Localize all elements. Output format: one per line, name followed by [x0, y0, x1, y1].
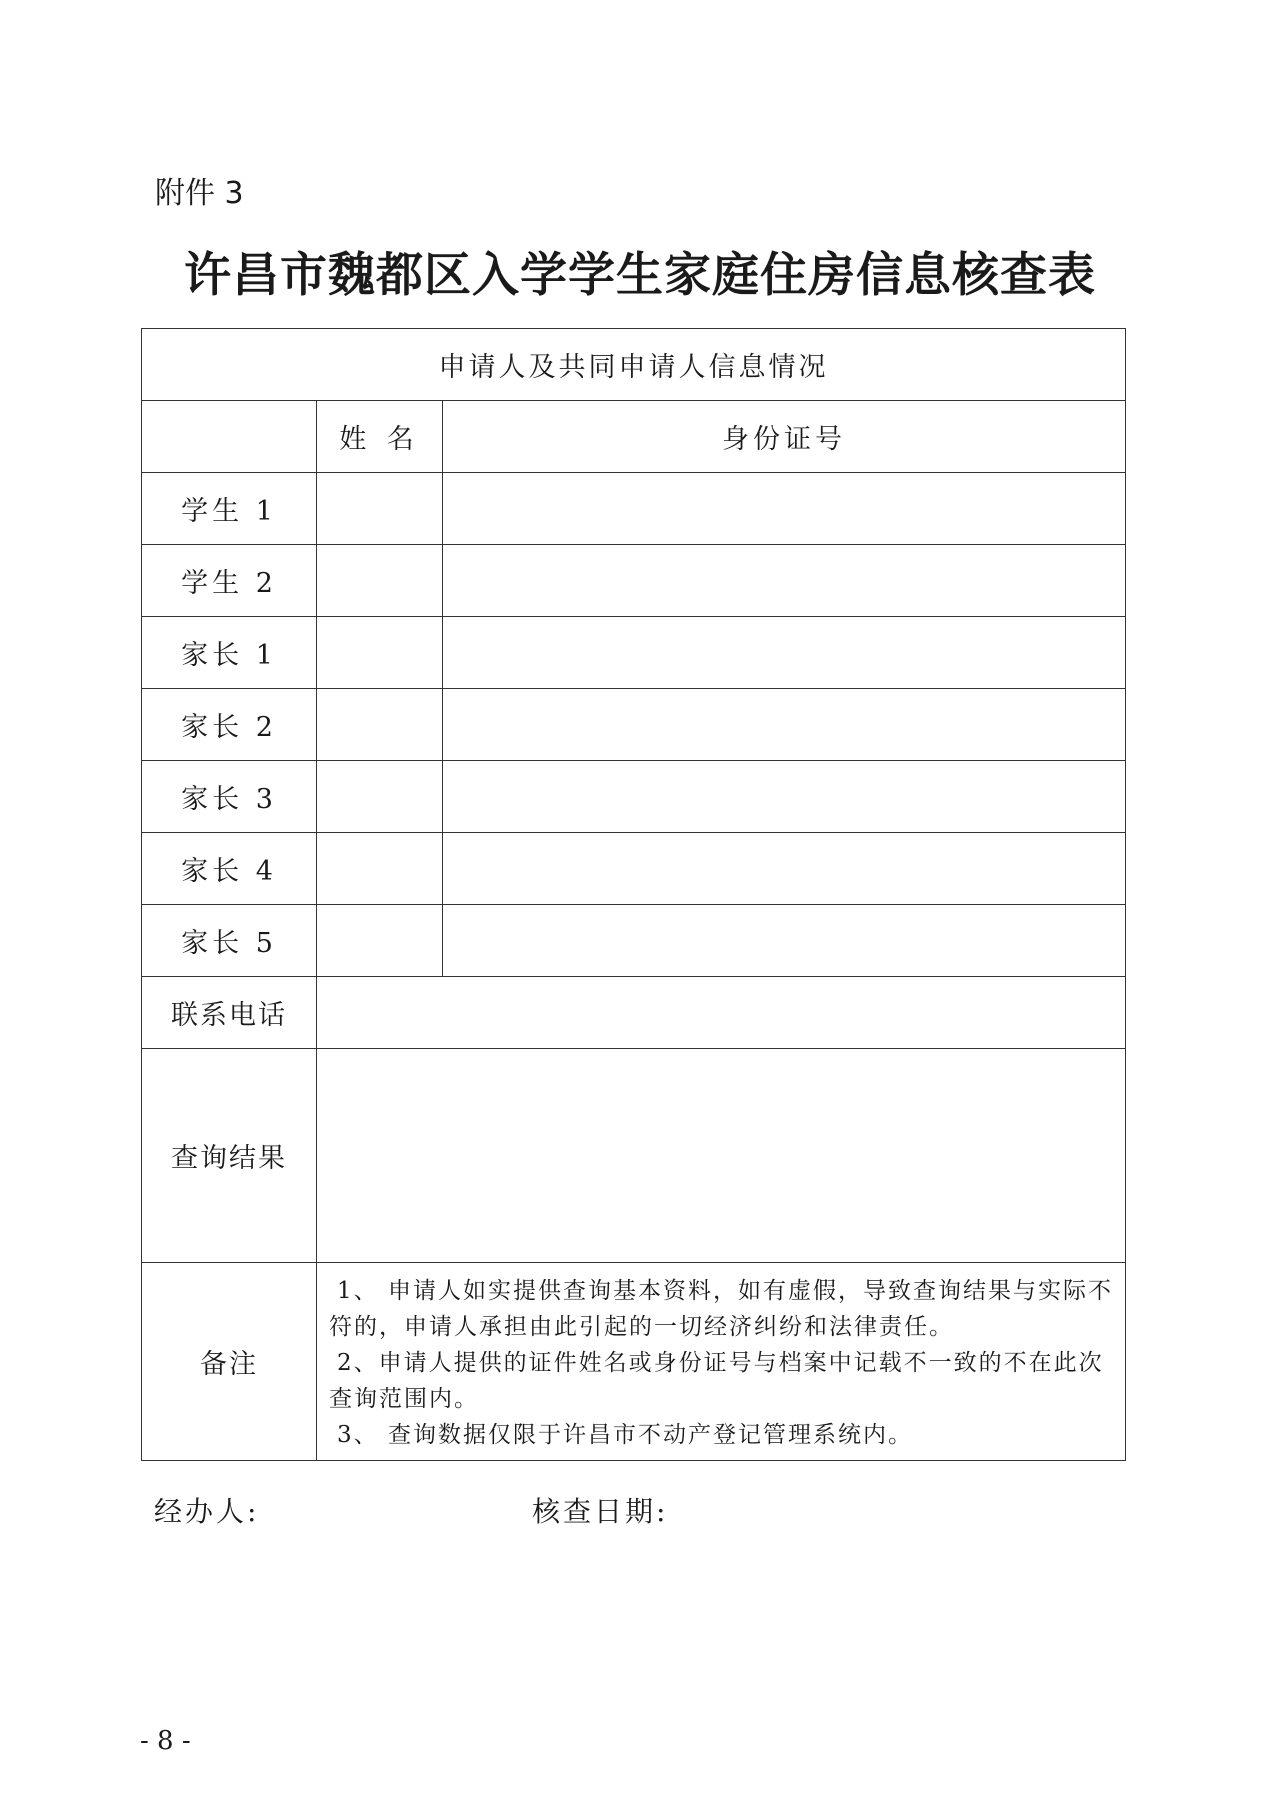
- id-number-field[interactable]: [443, 689, 1126, 761]
- verification-date-label: 核查日期:: [532, 1495, 669, 1528]
- row-label-parent-1: 家长 1: [142, 617, 317, 689]
- name-field[interactable]: [317, 761, 443, 833]
- query-result-field[interactable]: [317, 1049, 1126, 1263]
- id-number-field[interactable]: [443, 617, 1126, 689]
- name-field[interactable]: [317, 545, 443, 617]
- notes-content: [317, 1263, 1126, 1461]
- phone-label: 联系电话: [142, 977, 317, 1049]
- name-field[interactable]: [317, 473, 443, 545]
- id-column-header: 身份证号: [443, 401, 1126, 473]
- section-header: 申请人及共同申请人信息情况: [142, 329, 1126, 401]
- id-number-field[interactable]: [443, 905, 1126, 977]
- note-item-2: 2、申请人提供的证件姓名或身份证号与档案中记载不一致的不在此次查询范围内。: [329, 1349, 1104, 1412]
- verification-form-table: [141, 328, 1126, 1461]
- id-number-field[interactable]: [443, 545, 1126, 617]
- name-field[interactable]: [317, 689, 443, 761]
- query-result-label: 查询结果: [142, 1049, 317, 1263]
- attachment-label: 附件 3: [155, 176, 244, 211]
- note-item-1: 1、 申请人如实提供查询基本资料，如有虚假，导致查询结果与实际不符的，申请人承担由此引起的一切经济纠纷和法律责任。: [329, 1277, 1113, 1340]
- phone-field[interactable]: [317, 977, 1126, 1049]
- name-column-header: 姓 名: [317, 401, 443, 473]
- row-label-parent-3: 家长 3: [142, 761, 317, 833]
- id-number-field[interactable]: [443, 761, 1126, 833]
- row-label-student-2: 学生 2: [142, 545, 317, 617]
- name-field[interactable]: [317, 905, 443, 977]
- row-label-parent-2: 家长 2: [142, 689, 317, 761]
- header-blank-cell: [142, 401, 317, 473]
- row-label-parent-4: 家长 4: [142, 833, 317, 905]
- page-number: - 8 -: [140, 1726, 191, 1756]
- name-field[interactable]: [317, 833, 443, 905]
- id-number-field[interactable]: [443, 473, 1126, 545]
- notes-label: 备注: [142, 1263, 317, 1461]
- handler-label: 经办人:: [154, 1495, 260, 1528]
- id-number-field[interactable]: [443, 833, 1126, 905]
- row-label-parent-5: 家长 5: [142, 905, 317, 977]
- document-title: 许昌市魏都区入学学生家庭住房信息核查表: [184, 248, 1096, 303]
- row-label-student-1: 学生 1: [142, 473, 317, 545]
- note-item-3: 3、 查询数据仅限于许昌市不动产登记管理系统内。: [337, 1421, 913, 1448]
- name-field[interactable]: [317, 617, 443, 689]
